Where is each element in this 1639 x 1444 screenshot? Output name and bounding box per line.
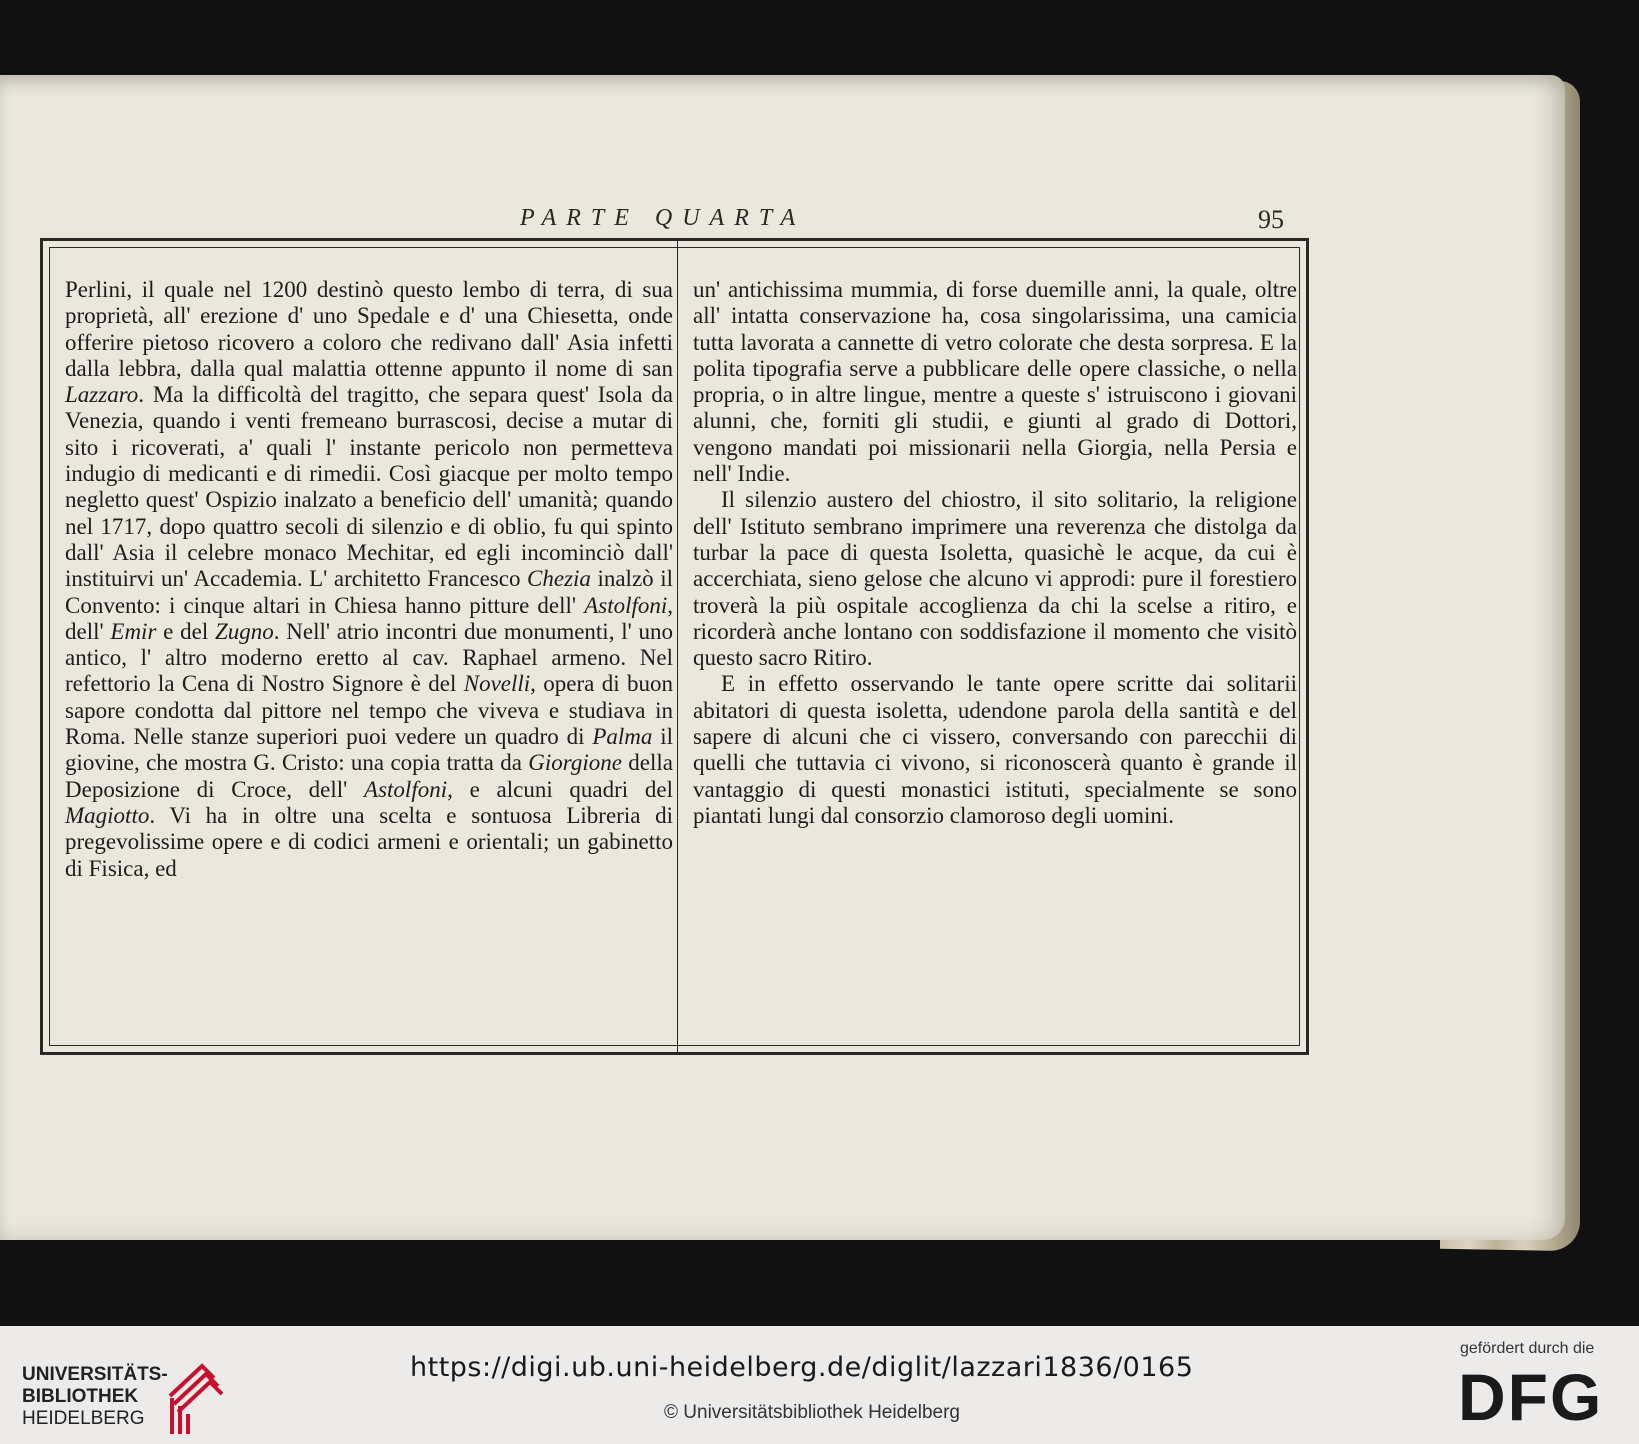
- text-frame: [40, 238, 1309, 1055]
- left-column: [65, 277, 673, 882]
- dfg-logo[interactable]: DFG: [1458, 1360, 1604, 1434]
- right-column-paragraph-2: Il silenzio austero del chiostro, il sito solitario, la religione dell' Istituto sembrano imprimere una reverenza che distolga da turbar la pace di questa Isoletta, quasichè le acque, da cui è accerchiata, sieno gelose che alcuno vi approdi: pure il forestiero troverà la più ospitale accoglienza da chi la scelse a ritiro, e ricorderà anche lontano con soddisfazione il momento che visitò questo sacro Ritiro.: [693, 487, 1297, 671]
- text-run: . Ma la difficoltà del tragitto, che separa quest' Isola da Venezia, quando i venti fremeano burrascosi, decise a mutar di sito i ricoverati, a' quali l' instante pericolo non permetteva indugio di medicanti e di rimedii. Così giacque per molto tempo negletto quest' Ospizio inalzato a beneficio dell' umanità; quando nel 1717, dopo quattro secoli di silenzio e di oblio, fu qui spinto dall' Asia il celebre monaco Mechitar, ed egli incominciò dall' instituirvi un' Accademia. L' architetto Francesco: [65, 382, 673, 592]
- library-mark-icon: [162, 1356, 232, 1436]
- text-run: della Deposizione di Croce, dell': [65, 750, 673, 802]
- right-column: [693, 277, 1297, 829]
- text-run: Perlini, il quale nel 1200 destinò questo lembo di terra, di sua proprietà, all' erezione d' uno Spedale e d' una Chiesetta, onde offerire pietoso ricovero a coloro che redivano dall' Asia infetti dalla lebbra, dalla qual malattia ottenne appunto il nome di san: [65, 277, 673, 381]
- running-head: PARTE QUARTA: [520, 205, 806, 231]
- library-name: [22, 1364, 168, 1430]
- italic-name: Emir: [110, 618, 157, 644]
- text-run: il giovine, che mostra G. Cristo: una copia tratta da: [65, 724, 674, 776]
- library-name-line3: HEIDELBERG: [22, 1408, 145, 1429]
- right-column-paragraph-1: un' antichissima mummia, di forse duemille anni, la quale, oltre all' intatta conservazione ha, cosa singolarissima, una camicia tutta lavorata a cannette di vetro colorate che desta sorpresa. E la polita tipografia serve a pubblicare delle opere classiche, o nella propria, o in altre lingue, mentre a queste s' istruiscono i giovani alunni, che, forniti gli studii, e giunti al grado di Dottori, vengono mandati poi missionarii nella Giorgia, nella Persia e nell' Indie.: [693, 277, 1297, 487]
- italic-name: Novelli: [463, 671, 531, 697]
- italic-name: Zugno: [214, 618, 274, 644]
- page-number: 95: [1258, 205, 1284, 234]
- permalink-url[interactable]: https://digi.ub.uni-heidelberg.de/diglit/lazzari1836/0165: [410, 1352, 1194, 1383]
- italic-name: Magiotto: [65, 802, 150, 828]
- column-rule: [677, 241, 678, 1052]
- university-library-logo[interactable]: [22, 1356, 232, 1436]
- italic-name: Astolfoni: [364, 776, 448, 802]
- left-column-paragraph: [65, 277, 673, 882]
- copyright-notice: © Universitätsbibliothek Heidelberg: [664, 1402, 960, 1423]
- library-name-line2: BIBLIOTHEK: [22, 1386, 139, 1407]
- text-run: , e alcuni quadri del: [447, 776, 674, 802]
- funder-label: gefördert durch die: [1460, 1340, 1595, 1357]
- text-run: , dell': [65, 592, 673, 644]
- italic-name: Astolfoni: [584, 592, 668, 618]
- italic-name: Chezia: [527, 566, 591, 592]
- italic-name: Giorgione: [528, 750, 622, 776]
- italic-name: Lazzaro: [65, 382, 139, 408]
- library-name-line1: UNIVERSITÄTS-: [22, 1364, 168, 1385]
- viewer-footer: [0, 1326, 1639, 1444]
- text-run: , opera di buon sapore condotta dal pittore nel tempo che viveva e studiava in Roma. Nelle stanze superiori puoi vedere un quadro di: [65, 671, 673, 750]
- italic-name: Palma: [592, 724, 653, 750]
- right-column-paragraph-3: E in effetto osservando le tante opere scritte dai solitarii abitatori di questa isoletta, udendone parola della santità e del sapere di alcuni che ci vissero, conversando con parecchii di quelli che tuttavia ci vivono, si riconoscerà quanto è grande il vantaggio di questi monastici istituti, specialmente se sono piantati lungi dal consorzio clamoroso degli uomini.: [693, 671, 1297, 828]
- text-run: inalzò il Convento: i cinque altari in Chiesa hanno pitture dell': [65, 566, 673, 618]
- text-run: . Vi ha in oltre una scelta e sontuosa Libreria di pregevolissime opere e di codici armeni e orientali; un gabinetto di Fisica, ed: [65, 802, 673, 881]
- text-run: e del: [156, 618, 215, 644]
- text-run: . Nell' atrio incontri due monumenti, l' uno antico, l' altro moderno eretto al cav. Raphael armeno. Nel refettorio la Cena di Nostro Signore è del: [65, 618, 673, 697]
